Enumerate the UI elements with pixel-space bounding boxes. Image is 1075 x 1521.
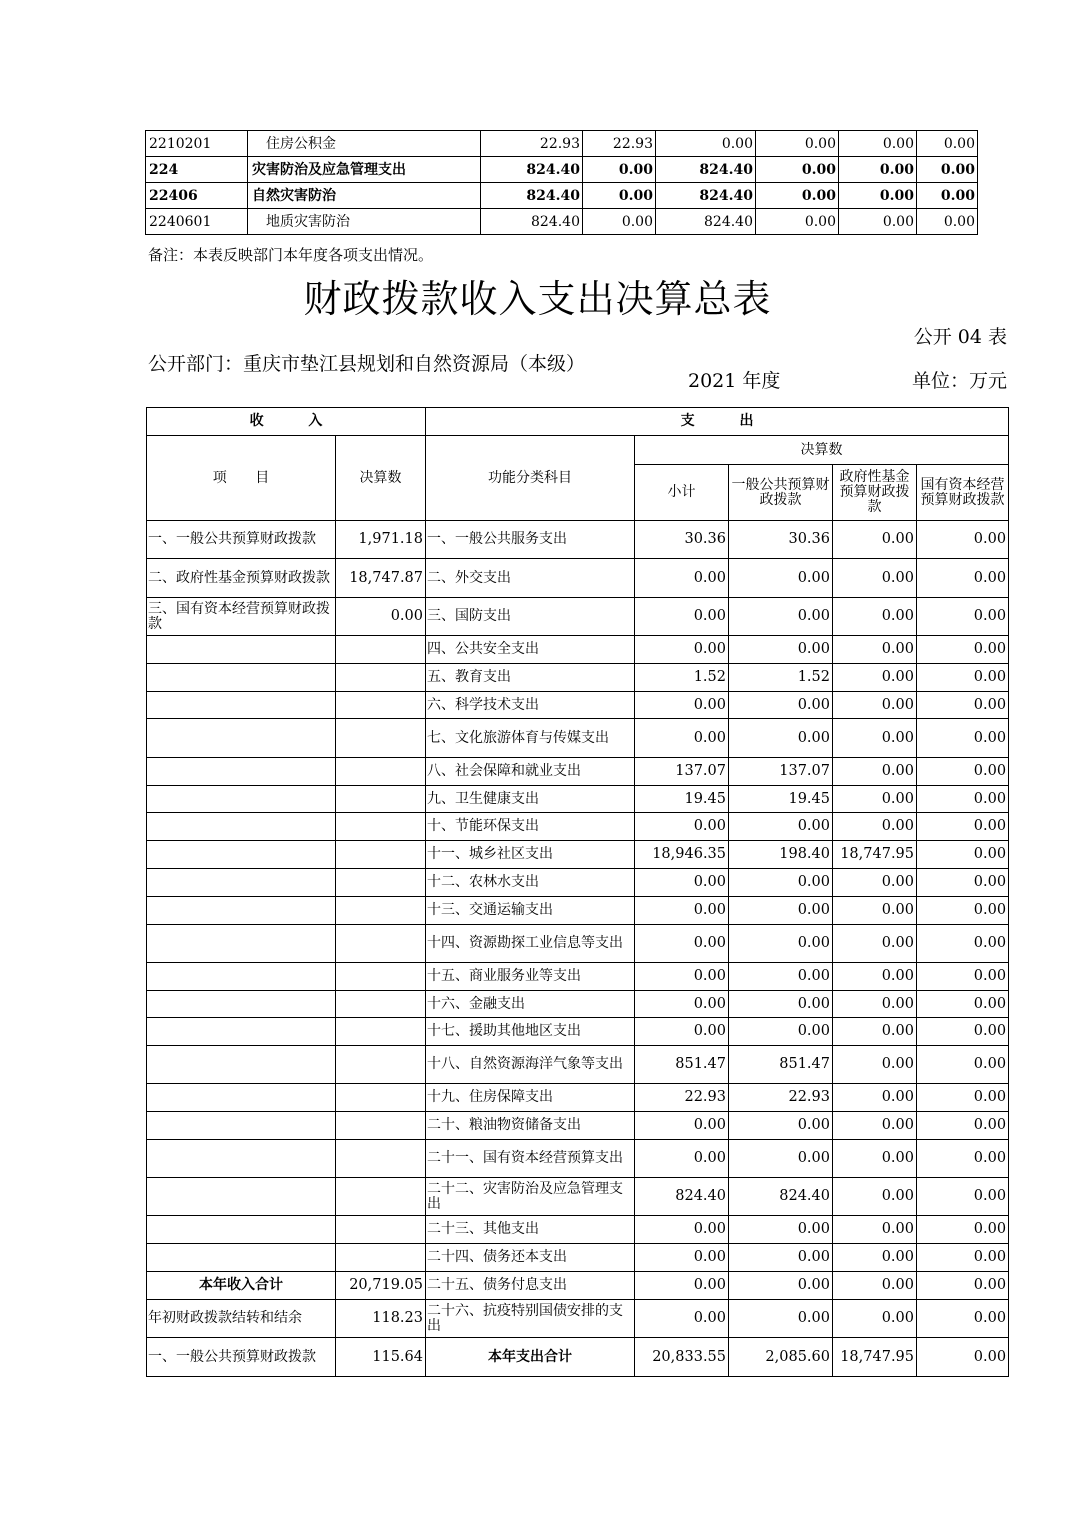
expense-amount: 0.00 bbox=[635, 813, 729, 841]
expense-amount: 0.00 bbox=[833, 1046, 917, 1084]
income-amount: 115.64 bbox=[336, 1338, 426, 1377]
page-title: 财政拨款收入支出决算总表 bbox=[303, 277, 772, 321]
expense-amount: 0.00 bbox=[917, 1216, 1009, 1244]
expense-amount: 0.00 bbox=[729, 1272, 833, 1300]
income-amount bbox=[336, 786, 426, 813]
expense-category: 十、节能环保支出 bbox=[426, 813, 635, 841]
expense-amount: 0.00 bbox=[833, 758, 917, 786]
finance-summary-table bbox=[146, 407, 1009, 1377]
expense-amount: 0.00 bbox=[635, 1018, 729, 1046]
expense-amount: 0.00 bbox=[635, 963, 729, 991]
expense-amount: 0.00 bbox=[729, 1216, 833, 1244]
expense-amount: 22.93 bbox=[729, 1084, 833, 1112]
table-row bbox=[147, 1300, 1009, 1338]
expense-amount: 0.00 bbox=[635, 692, 729, 719]
expense-category: 二十、粮油物资储备支出 bbox=[426, 1112, 635, 1140]
amount-cell: 824.40 bbox=[656, 183, 756, 209]
expense-amount: 0.00 bbox=[917, 636, 1009, 664]
expense-amount: 0.00 bbox=[917, 664, 1009, 692]
amount-cell: 824.40 bbox=[481, 157, 583, 183]
expense-amount: 0.00 bbox=[917, 841, 1009, 869]
expense-amount: 0.00 bbox=[833, 1272, 917, 1300]
table-row bbox=[147, 521, 1009, 559]
income-item bbox=[147, 692, 336, 719]
previous-table-continuation bbox=[145, 130, 978, 235]
amount-cell: 824.40 bbox=[656, 209, 756, 235]
amount-cell: 0.00 bbox=[839, 157, 917, 183]
income-item: 年初财政拨款结转和结余 bbox=[147, 1300, 336, 1338]
expense-amount: 0.00 bbox=[917, 1244, 1009, 1272]
amount-cell: 0.00 bbox=[839, 209, 917, 235]
income-amount bbox=[336, 925, 426, 963]
income-item bbox=[147, 1178, 336, 1216]
income-item: 一、一般公共预算财政拨款 bbox=[147, 521, 336, 559]
expense-category: 二十一、国有资本经营预算支出 bbox=[426, 1140, 635, 1178]
income-item bbox=[147, 991, 336, 1018]
income-amount bbox=[336, 1140, 426, 1178]
table-row bbox=[147, 869, 1009, 897]
table-row bbox=[147, 786, 1009, 813]
expense-amount: 0.00 bbox=[917, 963, 1009, 991]
expense-amount: 0.00 bbox=[917, 1338, 1009, 1377]
expense-amount: 0.00 bbox=[917, 1018, 1009, 1046]
expense-amount: 0.00 bbox=[635, 636, 729, 664]
income-header: 收 入 bbox=[147, 408, 426, 436]
table-row bbox=[147, 1244, 1009, 1272]
income-item bbox=[147, 897, 336, 925]
expense-amount: 2,085.60 bbox=[729, 1338, 833, 1377]
expense-category: 一、一般公共服务支出 bbox=[426, 521, 635, 559]
expense-amount: 0.00 bbox=[635, 897, 729, 925]
amount-cell: 0.00 bbox=[839, 183, 917, 209]
unit-label: 单位：万元 bbox=[911, 370, 1007, 392]
table-row bbox=[147, 1216, 1009, 1244]
expense-amount: 0.00 bbox=[833, 598, 917, 636]
expense-amount: 18,747.95 bbox=[833, 1338, 917, 1377]
table-row bbox=[147, 758, 1009, 786]
expense-amount: 0.00 bbox=[917, 1272, 1009, 1300]
expense-amount: 0.00 bbox=[833, 1178, 917, 1216]
expense-category: 十五、商业服务业等支出 bbox=[426, 963, 635, 991]
department-label: 公开部门：重庆市垫江县规划和自然资源局（本级） bbox=[148, 353, 586, 375]
income-amount bbox=[336, 1216, 426, 1244]
expense-amount: 0.00 bbox=[729, 869, 833, 897]
expense-category: 十八、自然资源海洋气象等支出 bbox=[426, 1046, 635, 1084]
income-amount bbox=[336, 719, 426, 758]
table-row bbox=[147, 841, 1009, 869]
expense-category: 十四、资源勘探工业信息等支出 bbox=[426, 925, 635, 963]
income-item: 本年收入合计 bbox=[147, 1272, 336, 1300]
amount-cell: 0.00 bbox=[756, 209, 839, 235]
table-row bbox=[147, 1112, 1009, 1140]
expense-amount: 19.45 bbox=[729, 786, 833, 813]
income-amount bbox=[336, 758, 426, 786]
expense-amount: 0.00 bbox=[635, 1300, 729, 1338]
income-item bbox=[147, 813, 336, 841]
table-note: 备注：本表反映部门本年度各项支出情况。 bbox=[148, 246, 434, 264]
income-item bbox=[147, 758, 336, 786]
year-label: 2021 年度 bbox=[688, 370, 781, 392]
expense-amount: 0.00 bbox=[729, 963, 833, 991]
expense-amount: 0.00 bbox=[635, 559, 729, 598]
expense-amount: 0.00 bbox=[635, 1140, 729, 1178]
income-item bbox=[147, 786, 336, 813]
table-row bbox=[147, 664, 1009, 692]
expense-category: 十二、农林水支出 bbox=[426, 869, 635, 897]
expense-amount: 0.00 bbox=[917, 719, 1009, 758]
income-item bbox=[147, 1244, 336, 1272]
expense-amount: 0.00 bbox=[729, 598, 833, 636]
expense-amount: 0.00 bbox=[635, 1112, 729, 1140]
income-item: 二、政府性基金预算财政拨款 bbox=[147, 559, 336, 598]
expense-amount: 0.00 bbox=[635, 1216, 729, 1244]
table-row bbox=[147, 719, 1009, 758]
expense-amount: 30.36 bbox=[635, 521, 729, 559]
table-row bbox=[147, 598, 1009, 636]
expense-amount: 0.00 bbox=[917, 925, 1009, 963]
income-item bbox=[147, 963, 336, 991]
table-row bbox=[147, 1178, 1009, 1216]
expense-amount: 0.00 bbox=[833, 813, 917, 841]
expense-amount: 0.00 bbox=[635, 598, 729, 636]
expense-amount: 0.00 bbox=[833, 786, 917, 813]
expense-amount: 30.36 bbox=[729, 521, 833, 559]
expense-category: 七、文化旅游体育与传媒支出 bbox=[426, 719, 635, 758]
expense-amount: 0.00 bbox=[729, 813, 833, 841]
general-budget-header: 一般公共预算财政拨款 bbox=[729, 465, 833, 521]
expense-amount: 0.00 bbox=[729, 636, 833, 664]
expense-amount: 0.00 bbox=[635, 719, 729, 758]
fund-budget-header: 政府性基金预算财政拨款 bbox=[833, 465, 917, 521]
table-row bbox=[147, 963, 1009, 991]
expense-category: 十九、住房保障支出 bbox=[426, 1084, 635, 1112]
expense-category: 九、卫生健康支出 bbox=[426, 786, 635, 813]
expense-category: 八、社会保障和就业支出 bbox=[426, 758, 635, 786]
table-row bbox=[147, 991, 1009, 1018]
expense-amount: 0.00 bbox=[917, 991, 1009, 1018]
expense-amount: 0.00 bbox=[833, 521, 917, 559]
expense-amount: 851.47 bbox=[729, 1046, 833, 1084]
expense-amount: 0.00 bbox=[917, 1178, 1009, 1216]
expense-category: 三、国防支出 bbox=[426, 598, 635, 636]
income-amount bbox=[336, 1244, 426, 1272]
income-amount bbox=[336, 1112, 426, 1140]
table-row bbox=[147, 1338, 1009, 1377]
budget-count-header: 决算数 bbox=[635, 436, 1009, 465]
top-table-row bbox=[146, 131, 978, 157]
expense-amount: 0.00 bbox=[917, 758, 1009, 786]
expense-amount: 20,833.55 bbox=[635, 1338, 729, 1377]
expense-amount: 22.93 bbox=[635, 1084, 729, 1112]
amount-cell: 22.93 bbox=[583, 131, 656, 157]
expense-amount: 0.00 bbox=[917, 1112, 1009, 1140]
amount-cell: 824.40 bbox=[481, 183, 583, 209]
income-item bbox=[147, 719, 336, 758]
expense-amount: 198.40 bbox=[729, 841, 833, 869]
expense-category: 二十五、债务付息支出 bbox=[426, 1272, 635, 1300]
expense-amount: 0.00 bbox=[833, 1244, 917, 1272]
amount-cell: 824.40 bbox=[481, 209, 583, 235]
expense-category: 二十六、抗疫特别国债安排的支出 bbox=[426, 1300, 635, 1338]
expense-amount: 19.45 bbox=[635, 786, 729, 813]
expense-amount: 0.00 bbox=[917, 897, 1009, 925]
subject-name: 灾害防治及应急管理支出 bbox=[248, 157, 481, 183]
expense-amount: 0.00 bbox=[635, 991, 729, 1018]
income-amount bbox=[336, 1084, 426, 1112]
income-item bbox=[147, 925, 336, 963]
expense-amount: 0.00 bbox=[833, 869, 917, 897]
income-item bbox=[147, 1084, 336, 1112]
item-header: 项 目 bbox=[147, 436, 336, 521]
expense-amount: 0.00 bbox=[833, 925, 917, 963]
expense-amount: 0.00 bbox=[635, 1272, 729, 1300]
table-row bbox=[147, 636, 1009, 664]
amount-cell: 0.00 bbox=[583, 183, 656, 209]
income-amount bbox=[336, 1178, 426, 1216]
expense-amount: 0.00 bbox=[729, 897, 833, 925]
subject-name: 住房公积金 bbox=[248, 131, 481, 157]
amount-cell: 0.00 bbox=[583, 209, 656, 235]
expense-amount: 0.00 bbox=[729, 1244, 833, 1272]
expense-amount: 851.47 bbox=[635, 1046, 729, 1084]
amount-cell: 22.93 bbox=[481, 131, 583, 157]
expense-category: 十七、援助其他地区支出 bbox=[426, 1018, 635, 1046]
expense-category: 本年支出合计 bbox=[426, 1338, 635, 1377]
expense-amount: 0.00 bbox=[729, 692, 833, 719]
income-amount bbox=[336, 963, 426, 991]
expense-category: 二十四、债务还本支出 bbox=[426, 1244, 635, 1272]
expense-amount: 0.00 bbox=[917, 869, 1009, 897]
income-amount bbox=[336, 869, 426, 897]
table-row bbox=[147, 1140, 1009, 1178]
expense-amount: 0.00 bbox=[729, 719, 833, 758]
expense-amount: 0.00 bbox=[833, 1084, 917, 1112]
amount-cell: 0.00 bbox=[756, 183, 839, 209]
income-item bbox=[147, 1216, 336, 1244]
income-amount: 118.23 bbox=[336, 1300, 426, 1338]
subtotal-header: 小计 bbox=[635, 465, 729, 521]
amount-cell: 0.00 bbox=[839, 131, 917, 157]
table-row bbox=[147, 925, 1009, 963]
income-item bbox=[147, 1018, 336, 1046]
expense-category: 十六、金融支出 bbox=[426, 991, 635, 1018]
expense-amount: 0.00 bbox=[833, 692, 917, 719]
income-item bbox=[147, 1140, 336, 1178]
expense-amount: 0.00 bbox=[833, 559, 917, 598]
expense-amount: 0.00 bbox=[917, 1300, 1009, 1338]
table-row bbox=[147, 692, 1009, 719]
income-amount bbox=[336, 841, 426, 869]
expense-amount: 0.00 bbox=[833, 719, 917, 758]
amount-cell: 0.00 bbox=[917, 183, 978, 209]
expense-amount: 0.00 bbox=[729, 559, 833, 598]
income-amount-header: 决算数 bbox=[336, 436, 426, 521]
expense-amount: 0.00 bbox=[917, 1084, 1009, 1112]
expense-amount: 0.00 bbox=[833, 963, 917, 991]
expense-amount: 0.00 bbox=[917, 1140, 1009, 1178]
table-row bbox=[147, 1272, 1009, 1300]
amount-cell: 0.00 bbox=[917, 157, 978, 183]
expense-category: 二、外交支出 bbox=[426, 559, 635, 598]
expense-amount: 0.00 bbox=[833, 664, 917, 692]
expense-amount: 0.00 bbox=[917, 786, 1009, 813]
expense-header: 支 出 bbox=[426, 408, 1009, 436]
expense-amount: 0.00 bbox=[729, 1018, 833, 1046]
expense-amount: 0.00 bbox=[917, 559, 1009, 598]
expense-amount: 824.40 bbox=[635, 1178, 729, 1216]
income-item bbox=[147, 869, 336, 897]
income-amount bbox=[336, 991, 426, 1018]
income-amount: 1,971.18 bbox=[336, 521, 426, 559]
expense-amount: 0.00 bbox=[917, 692, 1009, 719]
expense-amount: 137.07 bbox=[729, 758, 833, 786]
expense-amount: 0.00 bbox=[917, 521, 1009, 559]
income-amount bbox=[336, 636, 426, 664]
income-amount bbox=[336, 664, 426, 692]
income-item bbox=[147, 1112, 336, 1140]
amount-cell: 0.00 bbox=[917, 131, 978, 157]
table-row bbox=[147, 1046, 1009, 1084]
amount-cell: 824.40 bbox=[656, 157, 756, 183]
expense-amount: 0.00 bbox=[635, 1244, 729, 1272]
expense-amount: 0.00 bbox=[729, 1140, 833, 1178]
income-item bbox=[147, 664, 336, 692]
expense-amount: 0.00 bbox=[833, 1216, 917, 1244]
expense-category: 十一、城乡社区支出 bbox=[426, 841, 635, 869]
expense-amount: 0.00 bbox=[833, 1018, 917, 1046]
expense-amount: 0.00 bbox=[729, 925, 833, 963]
income-amount: 0.00 bbox=[336, 598, 426, 636]
income-amount: 18,747.87 bbox=[336, 559, 426, 598]
expense-amount: 0.00 bbox=[729, 991, 833, 1018]
expense-amount: 18,946.35 bbox=[635, 841, 729, 869]
expense-amount: 1.52 bbox=[729, 664, 833, 692]
expense-amount: 0.00 bbox=[833, 991, 917, 1018]
table-row bbox=[147, 1018, 1009, 1046]
expense-amount: 137.07 bbox=[635, 758, 729, 786]
expense-amount: 0.00 bbox=[833, 897, 917, 925]
expense-amount: 0.00 bbox=[833, 1140, 917, 1178]
amount-cell: 0.00 bbox=[756, 131, 839, 157]
expense-category: 五、教育支出 bbox=[426, 664, 635, 692]
state-capital-header: 国有资本经营预算财政拨款 bbox=[917, 465, 1009, 521]
expense-amount: 0.00 bbox=[833, 1112, 917, 1140]
expense-amount: 0.00 bbox=[917, 813, 1009, 841]
expense-amount: 0.00 bbox=[917, 1046, 1009, 1084]
income-item: 三、国有资本经营预算财政拨款 bbox=[147, 598, 336, 636]
income-amount bbox=[336, 813, 426, 841]
income-amount bbox=[336, 897, 426, 925]
table-row bbox=[147, 813, 1009, 841]
top-table-row bbox=[146, 157, 978, 183]
expense-category: 二十三、其他支出 bbox=[426, 1216, 635, 1244]
expense-category: 十三、交通运输支出 bbox=[426, 897, 635, 925]
amount-cell: 0.00 bbox=[917, 209, 978, 235]
amount-cell: 0.00 bbox=[656, 131, 756, 157]
expense-category: 四、公共安全支出 bbox=[426, 636, 635, 664]
subject-code: 2240601 bbox=[146, 209, 248, 235]
expense-category: 二十二、灾害防治及应急管理支出 bbox=[426, 1178, 635, 1216]
expense-amount: 0.00 bbox=[833, 636, 917, 664]
expense-amount: 0.00 bbox=[917, 598, 1009, 636]
income-amount bbox=[336, 692, 426, 719]
income-item: 一、一般公共预算财政拨款 bbox=[147, 1338, 336, 1377]
expense-amount: 0.00 bbox=[833, 1300, 917, 1338]
expense-amount: 0.00 bbox=[635, 925, 729, 963]
table-row bbox=[147, 897, 1009, 925]
expense-category: 六、科学技术支出 bbox=[426, 692, 635, 719]
income-amount: 20,719.05 bbox=[336, 1272, 426, 1300]
amount-cell: 0.00 bbox=[756, 157, 839, 183]
subject-code: 2210201 bbox=[146, 131, 248, 157]
income-item bbox=[147, 841, 336, 869]
income-amount bbox=[336, 1046, 426, 1084]
amount-cell: 0.00 bbox=[583, 157, 656, 183]
income-item bbox=[147, 1046, 336, 1084]
top-table-row bbox=[146, 183, 978, 209]
expense-amount: 18,747.95 bbox=[833, 841, 917, 869]
expense-amount: 0.00 bbox=[635, 869, 729, 897]
expense-amount: 1.52 bbox=[635, 664, 729, 692]
income-item bbox=[147, 636, 336, 664]
expense-amount: 0.00 bbox=[729, 1112, 833, 1140]
table-number: 公开 04 表 bbox=[913, 326, 1007, 348]
table-row bbox=[147, 559, 1009, 598]
function-category-header: 功能分类科目 bbox=[426, 436, 635, 521]
subject-name: 地质灾害防治 bbox=[248, 209, 481, 235]
expense-amount: 0.00 bbox=[729, 1300, 833, 1338]
top-table-row bbox=[146, 209, 978, 235]
subject-code: 224 bbox=[146, 157, 248, 183]
subject-name: 自然灾害防治 bbox=[248, 183, 481, 209]
table-row bbox=[147, 1084, 1009, 1112]
subject-code: 22406 bbox=[146, 183, 248, 209]
income-amount bbox=[336, 1018, 426, 1046]
expense-amount: 824.40 bbox=[729, 1178, 833, 1216]
